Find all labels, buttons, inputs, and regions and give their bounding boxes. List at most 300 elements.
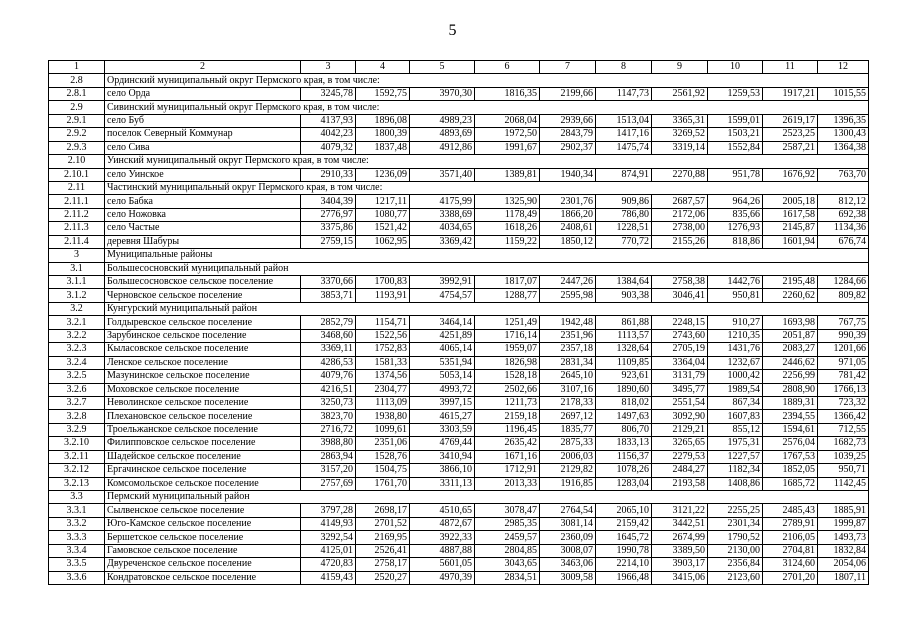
row-code: 3.2.11 [49,450,105,463]
value-cell: 767,75 [818,316,869,329]
value-cell: 3495,77 [652,383,708,396]
value-cell: 2759,15 [301,235,356,248]
row-code: 2.11 [49,181,105,194]
value-cell: 3311,13 [410,477,475,490]
column-number-header: 2 [105,61,301,74]
value-cell: 2159,42 [596,517,652,530]
value-cell: 2255,25 [708,504,763,517]
value-cell: 3370,66 [301,276,356,289]
value-cell: 3903,17 [652,558,708,571]
value-cell: 3046,41 [652,289,708,302]
value-cell: 903,38 [596,289,652,302]
value-cell: 2214,10 [596,558,652,571]
row-code: 3.2.13 [49,477,105,490]
value-cell: 4125,01 [301,544,356,557]
section-row [49,491,869,504]
settlement-name: село Уинское [105,168,301,181]
table-row [49,222,869,235]
section-row [49,74,869,87]
value-cell: 4872,67 [410,517,475,530]
value-cell: 763,70 [818,168,869,181]
value-cell: 1991,67 [475,141,540,154]
column-number-header: 8 [596,61,652,74]
value-cell: 1182,34 [708,464,763,477]
column-number-header: 9 [652,61,708,74]
value-cell: 1807,11 [818,571,869,584]
column-number-header: 10 [708,61,763,74]
row-code: 2.9.3 [49,141,105,154]
value-cell: 2738,00 [652,222,708,235]
value-cell: 692,38 [818,208,869,221]
row-code: 3 [49,249,105,262]
settlement-name: Кондратовское сельское поселение [105,571,301,584]
settlement-name: деревня Шабуры [105,235,301,248]
page-number: 5 [448,22,457,39]
value-cell: 1283,04 [596,477,652,490]
table-row [49,316,869,329]
value-cell: 2902,37 [540,141,596,154]
row-code: 3.3.4 [49,544,105,557]
table-row [49,517,869,530]
row-code: 3.1 [49,262,105,275]
row-code: 3.2 [49,302,105,315]
column-number-header: 11 [763,61,818,74]
value-cell: 971,05 [818,356,869,369]
value-cell: 1767,53 [763,450,818,463]
value-cell: 1442,76 [708,276,763,289]
settlement-name: Моховское сельское поселение [105,383,301,396]
value-cell: 1156,37 [596,450,652,463]
section-row [49,181,869,194]
value-cell: 2006,03 [540,450,596,463]
value-cell: 2054,06 [818,558,869,571]
value-cell: 1417,16 [596,128,652,141]
value-cell: 806,70 [596,423,652,436]
value-cell: 1039,25 [818,450,869,463]
value-cell: 2875,33 [540,437,596,450]
value-cell: 2561,92 [652,87,708,100]
value-cell: 2635,42 [475,437,540,450]
value-cell: 4615,27 [410,410,475,423]
section-title: Сивинский муниципальный округ Пермского края, в том числе: [105,101,869,114]
value-cell: 3404,39 [301,195,356,208]
table-row [49,235,869,248]
value-cell: 2159,18 [475,410,540,423]
settlement-name: Плехановское сельское поселение [105,410,301,423]
value-cell: 2360,09 [540,531,596,544]
value-cell: 1592,75 [356,87,410,100]
settlement-name: Мазунинское сельское поселение [105,370,301,383]
value-cell: 2279,53 [652,450,708,463]
value-cell: 1211,73 [475,396,540,409]
value-cell: 5053,14 [410,370,475,383]
value-cell: 855,12 [708,423,763,436]
value-cell: 1890,60 [596,383,652,396]
value-cell: 1676,92 [763,168,818,181]
value-cell: 1217,11 [356,195,410,208]
value-cell: 3369,11 [301,343,356,356]
value-cell: 3992,91 [410,276,475,289]
row-code: 2.10.1 [49,168,105,181]
value-cell: 2484,27 [652,464,708,477]
value-cell: 1015,55 [818,87,869,100]
value-cell: 3389,50 [652,544,708,557]
value-cell: 676,74 [818,235,869,248]
value-cell: 2764,54 [540,504,596,517]
value-cell: 3375,86 [301,222,356,235]
value-cell: 3157,20 [301,464,356,477]
row-code: 3.2.5 [49,370,105,383]
value-cell: 1284,66 [818,276,869,289]
settlement-name: Гамовское сельское поселение [105,544,301,557]
row-code: 3.3.1 [49,504,105,517]
value-cell: 2447,26 [540,276,596,289]
value-cell: 835,66 [708,208,763,221]
settlement-name: Большесосновское сельское поселение [105,276,301,289]
value-cell: 4754,57 [410,289,475,302]
value-cell: 2843,79 [540,128,596,141]
value-cell: 1581,33 [356,356,410,369]
value-cell: 2697,12 [540,410,596,423]
value-cell: 1972,50 [475,128,540,141]
value-cell: 3468,60 [301,329,356,342]
column-number-header: 5 [410,61,475,74]
table-row [49,289,869,302]
value-cell: 4175,99 [410,195,475,208]
row-code: 3.2.9 [49,423,105,436]
value-cell: 1700,83 [356,276,410,289]
settlement-name: село Ножовка [105,208,301,221]
row-code: 3.2.6 [49,383,105,396]
value-cell: 1826,98 [475,356,540,369]
value-cell: 1850,12 [540,235,596,248]
section-title: Муниципальные районы [105,249,869,262]
value-cell: 1201,66 [818,343,869,356]
value-cell: 2051,87 [763,329,818,342]
value-cell: 1975,31 [708,437,763,450]
table-row [49,329,869,342]
value-cell: 1178,49 [475,208,540,221]
value-cell: 5351,94 [410,356,475,369]
value-cell: 3988,80 [301,437,356,450]
value-cell: 3388,69 [410,208,475,221]
value-cell: 812,12 [818,195,869,208]
section-row [49,155,869,168]
value-cell: 2523,25 [763,128,818,141]
value-cell: 874,91 [596,168,652,181]
value-cell: 4510,65 [410,504,475,517]
value-cell: 2789,91 [763,517,818,530]
value-cell: 3571,40 [410,168,475,181]
value-cell: 2356,84 [708,558,763,571]
value-cell: 3970,30 [410,87,475,100]
value-cell: 2357,18 [540,343,596,356]
table-row [49,208,869,221]
column-number-header: 12 [818,61,869,74]
value-cell: 3008,07 [540,544,596,557]
value-cell: 1522,56 [356,329,410,342]
value-cell: 2701,20 [763,571,818,584]
value-cell: 1817,07 [475,276,540,289]
value-cell: 1080,77 [356,208,410,221]
settlement-name: село Буб [105,114,301,127]
value-cell: 1062,95 [356,235,410,248]
table-row [49,114,869,127]
value-cell: 2178,33 [540,396,596,409]
value-cell: 3797,28 [301,504,356,517]
table-row [49,343,869,356]
value-cell: 3922,33 [410,531,475,544]
value-cell: 2169,95 [356,531,410,544]
table-row [49,383,869,396]
value-cell: 4912,86 [410,141,475,154]
value-cell: 4993,72 [410,383,475,396]
value-cell: 1431,76 [708,343,763,356]
value-cell: 990,39 [818,329,869,342]
value-cell: 2595,98 [540,289,596,302]
row-code: 3.2.10 [49,437,105,450]
value-cell: 2852,79 [301,316,356,329]
value-cell: 1716,14 [475,329,540,342]
value-cell: 1374,56 [356,370,410,383]
value-cell: 2130,00 [708,544,763,557]
section-row [49,249,869,262]
value-cell: 1113,57 [596,329,652,342]
value-cell: 809,82 [818,289,869,302]
value-cell: 2270,88 [652,168,708,181]
value-cell: 1503,21 [708,128,763,141]
value-cell: 1000,42 [708,370,763,383]
value-cell: 1142,45 [818,477,869,490]
value-cell: 1236,09 [356,168,410,181]
value-cell: 1159,22 [475,235,540,248]
value-cell: 1766,13 [818,383,869,396]
value-cell: 2199,66 [540,87,596,100]
table-row [49,504,869,517]
value-cell: 1210,35 [708,329,763,342]
value-cell: 2005,18 [763,195,818,208]
value-cell: 3303,59 [410,423,475,436]
section-title: Ординский муниципальный округ Пермского края, в том числе: [105,74,869,87]
table-body [49,61,869,585]
value-cell: 950,81 [708,289,763,302]
row-code: 3.2.2 [49,329,105,342]
settlement-name: Зарубинское сельское поселение [105,329,301,342]
value-cell: 3464,14 [410,316,475,329]
table-row [49,128,869,141]
table-row [49,410,869,423]
settlement-name: Троельжанское сельское поселение [105,423,301,436]
value-cell: 2485,43 [763,504,818,517]
value-cell: 3009,58 [540,571,596,584]
value-cell: 770,72 [596,235,652,248]
settlement-name: Сылвенское сельское поселение [105,504,301,517]
value-cell: 2526,41 [356,544,410,557]
table-row [49,477,869,490]
section-title: Пермский муниципальный район [105,491,869,504]
settlement-name: Ергачинское сельское поселение [105,464,301,477]
value-cell: 3245,78 [301,87,356,100]
value-cell: 2351,06 [356,437,410,450]
value-cell: 4079,76 [301,370,356,383]
value-cell: 2674,99 [652,531,708,544]
table-row [49,370,869,383]
table-row [49,464,869,477]
value-cell: 2193,58 [652,477,708,490]
value-cell: 2408,61 [540,222,596,235]
row-code: 2.9.1 [49,114,105,127]
value-cell: 1618,26 [475,222,540,235]
value-cell: 1671,16 [475,450,540,463]
table-row [49,356,869,369]
value-cell: 2804,85 [475,544,540,557]
value-cell: 2301,76 [540,195,596,208]
row-code: 3.3.6 [49,571,105,584]
value-cell: 3997,15 [410,396,475,409]
value-cell: 2172,06 [652,208,708,221]
value-cell: 2446,62 [763,356,818,369]
section-row [49,262,869,275]
value-cell: 923,61 [596,370,652,383]
value-cell: 712,55 [818,423,869,436]
row-code: 3.1.1 [49,276,105,289]
value-cell: 1832,84 [818,544,869,557]
value-cell: 1966,48 [596,571,652,584]
section-title: Большесосновский муниципальный район [105,262,869,275]
value-cell: 3823,70 [301,410,356,423]
value-cell: 781,42 [818,370,869,383]
row-code: 3.2.3 [49,343,105,356]
value-cell: 3866,10 [410,464,475,477]
value-cell: 1990,78 [596,544,652,557]
value-cell: 1366,42 [818,410,869,423]
value-cell: 1959,07 [475,343,540,356]
section-title: Уинский муниципальный округ Пермского края, в том числе: [105,155,869,168]
value-cell: 4769,44 [410,437,475,450]
value-cell: 1594,61 [763,423,818,436]
column-number-header: 6 [475,61,540,74]
value-cell: 3250,73 [301,396,356,409]
value-cell: 2248,15 [652,316,708,329]
value-cell: 2863,94 [301,450,356,463]
value-cell: 1497,63 [596,410,652,423]
value-cell: 3292,54 [301,531,356,544]
value-cell: 3319,14 [652,141,708,154]
value-cell: 2808,90 [763,383,818,396]
value-cell: 2758,17 [356,558,410,571]
value-cell: 1833,13 [596,437,652,450]
row-code: 3.2.4 [49,356,105,369]
value-cell: 1889,31 [763,396,818,409]
value-cell: 3043,65 [475,558,540,571]
value-cell: 3369,42 [410,235,475,248]
column-number-header: 3 [301,61,356,74]
value-cell: 1288,77 [475,289,540,302]
value-cell: 2551,54 [652,396,708,409]
value-cell: 861,88 [596,316,652,329]
table-row [49,276,869,289]
settlement-name: Юго-Камское сельское поселение [105,517,301,530]
value-cell: 1259,53 [708,87,763,100]
section-row [49,302,869,315]
value-cell: 1601,94 [763,235,818,248]
value-cell: 1227,57 [708,450,763,463]
table-row [49,571,869,584]
settlement-name: Кыласовское сельское поселение [105,343,301,356]
value-cell: 2394,55 [763,410,818,423]
value-cell: 1504,75 [356,464,410,477]
table-row [49,141,869,154]
value-cell: 1099,61 [356,423,410,436]
value-cell: 3092,90 [652,410,708,423]
row-code: 2.11.4 [49,235,105,248]
settlement-name: село Сива [105,141,301,154]
value-cell: 3081,14 [540,517,596,530]
value-cell: 3442,51 [652,517,708,530]
value-cell: 3415,06 [652,571,708,584]
value-cell: 5601,05 [410,558,475,571]
value-cell: 1408,86 [708,477,763,490]
value-cell: 1617,58 [763,208,818,221]
value-cell: 4970,39 [410,571,475,584]
settlement-name: Ленское сельское поселение [105,356,301,369]
column-number-header-row [49,61,869,74]
value-cell: 2129,21 [652,423,708,436]
value-cell: 1300,43 [818,128,869,141]
value-cell: 4137,93 [301,114,356,127]
table-row [49,423,869,436]
value-cell: 1232,67 [708,356,763,369]
value-cell: 4989,23 [410,114,475,127]
value-cell: 3131,79 [652,370,708,383]
table-row [49,437,869,450]
value-cell: 2619,17 [763,114,818,127]
value-cell: 1852,05 [763,464,818,477]
row-code: 3.3.2 [49,517,105,530]
value-cell: 1599,01 [708,114,763,127]
value-cell: 2013,33 [475,477,540,490]
value-cell: 1790,52 [708,531,763,544]
value-cell: 2758,38 [652,276,708,289]
value-cell: 1493,73 [818,531,869,544]
value-cell: 2716,72 [301,423,356,436]
value-cell: 1835,77 [540,423,596,436]
value-cell: 1134,36 [818,222,869,235]
value-cell: 1325,90 [475,195,540,208]
value-cell: 1896,08 [356,114,410,127]
value-cell: 1193,91 [356,289,410,302]
value-cell: 2831,34 [540,356,596,369]
row-code: 3.2.7 [49,396,105,409]
settlement-name: Голдыревское сельское поселение [105,316,301,329]
row-code: 2.10 [49,155,105,168]
row-code: 2.9.2 [49,128,105,141]
value-cell: 1800,39 [356,128,410,141]
value-cell: 3121,22 [652,504,708,517]
value-cell: 1078,26 [596,464,652,477]
settlement-name: Неволинское сельское поселение [105,396,301,409]
value-cell: 867,34 [708,396,763,409]
section-row [49,101,869,114]
value-cell: 1989,54 [708,383,763,396]
value-cell: 910,27 [708,316,763,329]
value-cell: 3107,16 [540,383,596,396]
value-cell: 1475,74 [596,141,652,154]
value-cell: 2195,48 [763,276,818,289]
value-cell: 1196,45 [475,423,540,436]
table-row [49,531,869,544]
settlement-name: Бершетское сельское поселение [105,531,301,544]
